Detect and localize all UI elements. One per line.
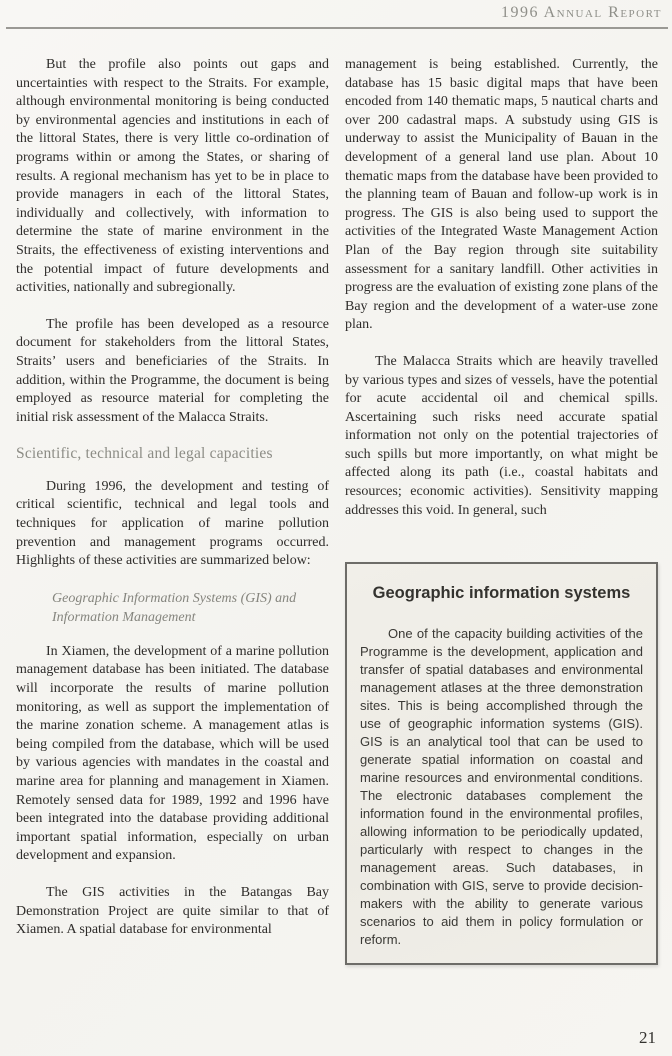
paragraph: The GIS activities in the Batangas Bay Demonstration Project are quite similar to that of Xiamen. A spatial database for environmental <box>16 884 329 938</box>
info-box-body: One of the capacity building activities of the Programme is the development, application and transfer of spatial databases and environmental management atlases at the three demonstration sites. This is being accomplished through the use of geographic information systems (GIS). GIS is an analytical tool that can be used to generate spatial information on coastal and marine resources and environmental conditions. The electronic databases complement the information found in the environmental profiles, allowing information to be periodically updated, particularly with respect to changes in the management areas. Such databases, in combination with GIS, serve to provide decision-makers with the ability to generate various scenarios to aid them in policy formulation or reform. <box>360 625 643 947</box>
report-header-title: 1996 Annual Report <box>500 4 662 21</box>
paragraph: During 1996, the development and testing of critical scientific, technical and legal tools and techniques for application of marine pollution prevention and management programs occurred. Highlights of these activities are summarized below: <box>16 478 329 569</box>
page-header <box>0 4 662 22</box>
paragraph: The Malacca Straits which are heavily travelled by various types and sizes of vessels, have the potential for acute accidental oil and chemical spills. Ascertaining such risks need accurate spatial information not only on the potential trajectories of such spills but more importantly, on what might be affected along its path (i.e., coastal habitats and resources; economic activities). Sensitivity mapping addresses this void. In general, such <box>345 353 658 518</box>
sub-section-heading: Geographic Information Systems (GIS) and Information Management <box>52 590 297 625</box>
paragraph: In Xiamen, the development of a marine pollution management database has been initiated. The database will incorporate the results of marine pollution monitoring, as well as support the implementation of the marine zonation scheme. A management atlas is being compiled from the database, which will be used by various agencies with mandates in the coastal and marine area for planning and management in Xiamen. Remotely sensed data for 1989, 1992 and 1996 have been integrated into the database providing additional important spatial information, especially on urban development and expansion. <box>16 643 329 864</box>
info-box-title: Geographic information systems <box>372 584 631 603</box>
paragraph: management is being established. Currently, the database has 15 basic digital maps that have been encoded from 140 thematic maps, 5 nautical charts and over 200 cadastral maps. A substudy using GIS is underway to assist the Municipality of Bauan in the development of a general land use plan. About 10 thematic maps from the database have been provided to the planning team of Bauan and follow-up work is in progress. The GIS is also being used to support the activities of the Integrated Waste Management Action Plan of the Bay region through site suitability assessment for a sanitary landfill. Other activities in progress are the evaluation of existing zone plans of the Bay region and the development of a water-use zone plan. <box>345 57 658 333</box>
section-heading: Scientific, technical and legal capacities <box>16 445 273 463</box>
right-column <box>345 56 658 965</box>
page-number: 21 <box>639 1028 656 1047</box>
left-column <box>16 56 329 965</box>
two-column-body <box>16 56 658 965</box>
paragraph: The profile has been developed as a resource document for stakeholders from the littoral States, Straits’ users and beneficiaries of the Straits. In addition, within the Programme, the document is being employed as resource material for completing the initial risk assessment of the Malacca Straits. <box>16 316 329 425</box>
gis-info-box <box>345 562 658 965</box>
paragraph: But the profile also points out gaps and uncertainties with respect to the Straits. For example, although environmental monitoring is being conducted by environmental agencies and institutions in each of the littoral States, there is very little co-ordination of programs within or among the States, or sharing of results. A regional mechanism has yet to be in place to provide managers in each of the littoral States, individually and collectively, with information to determine the state of marine environment in the Straits, the effectiveness of existing interventions and the potential impact of future developments and activities, nationally and subregionally. <box>16 57 329 296</box>
header-rule <box>6 27 668 29</box>
